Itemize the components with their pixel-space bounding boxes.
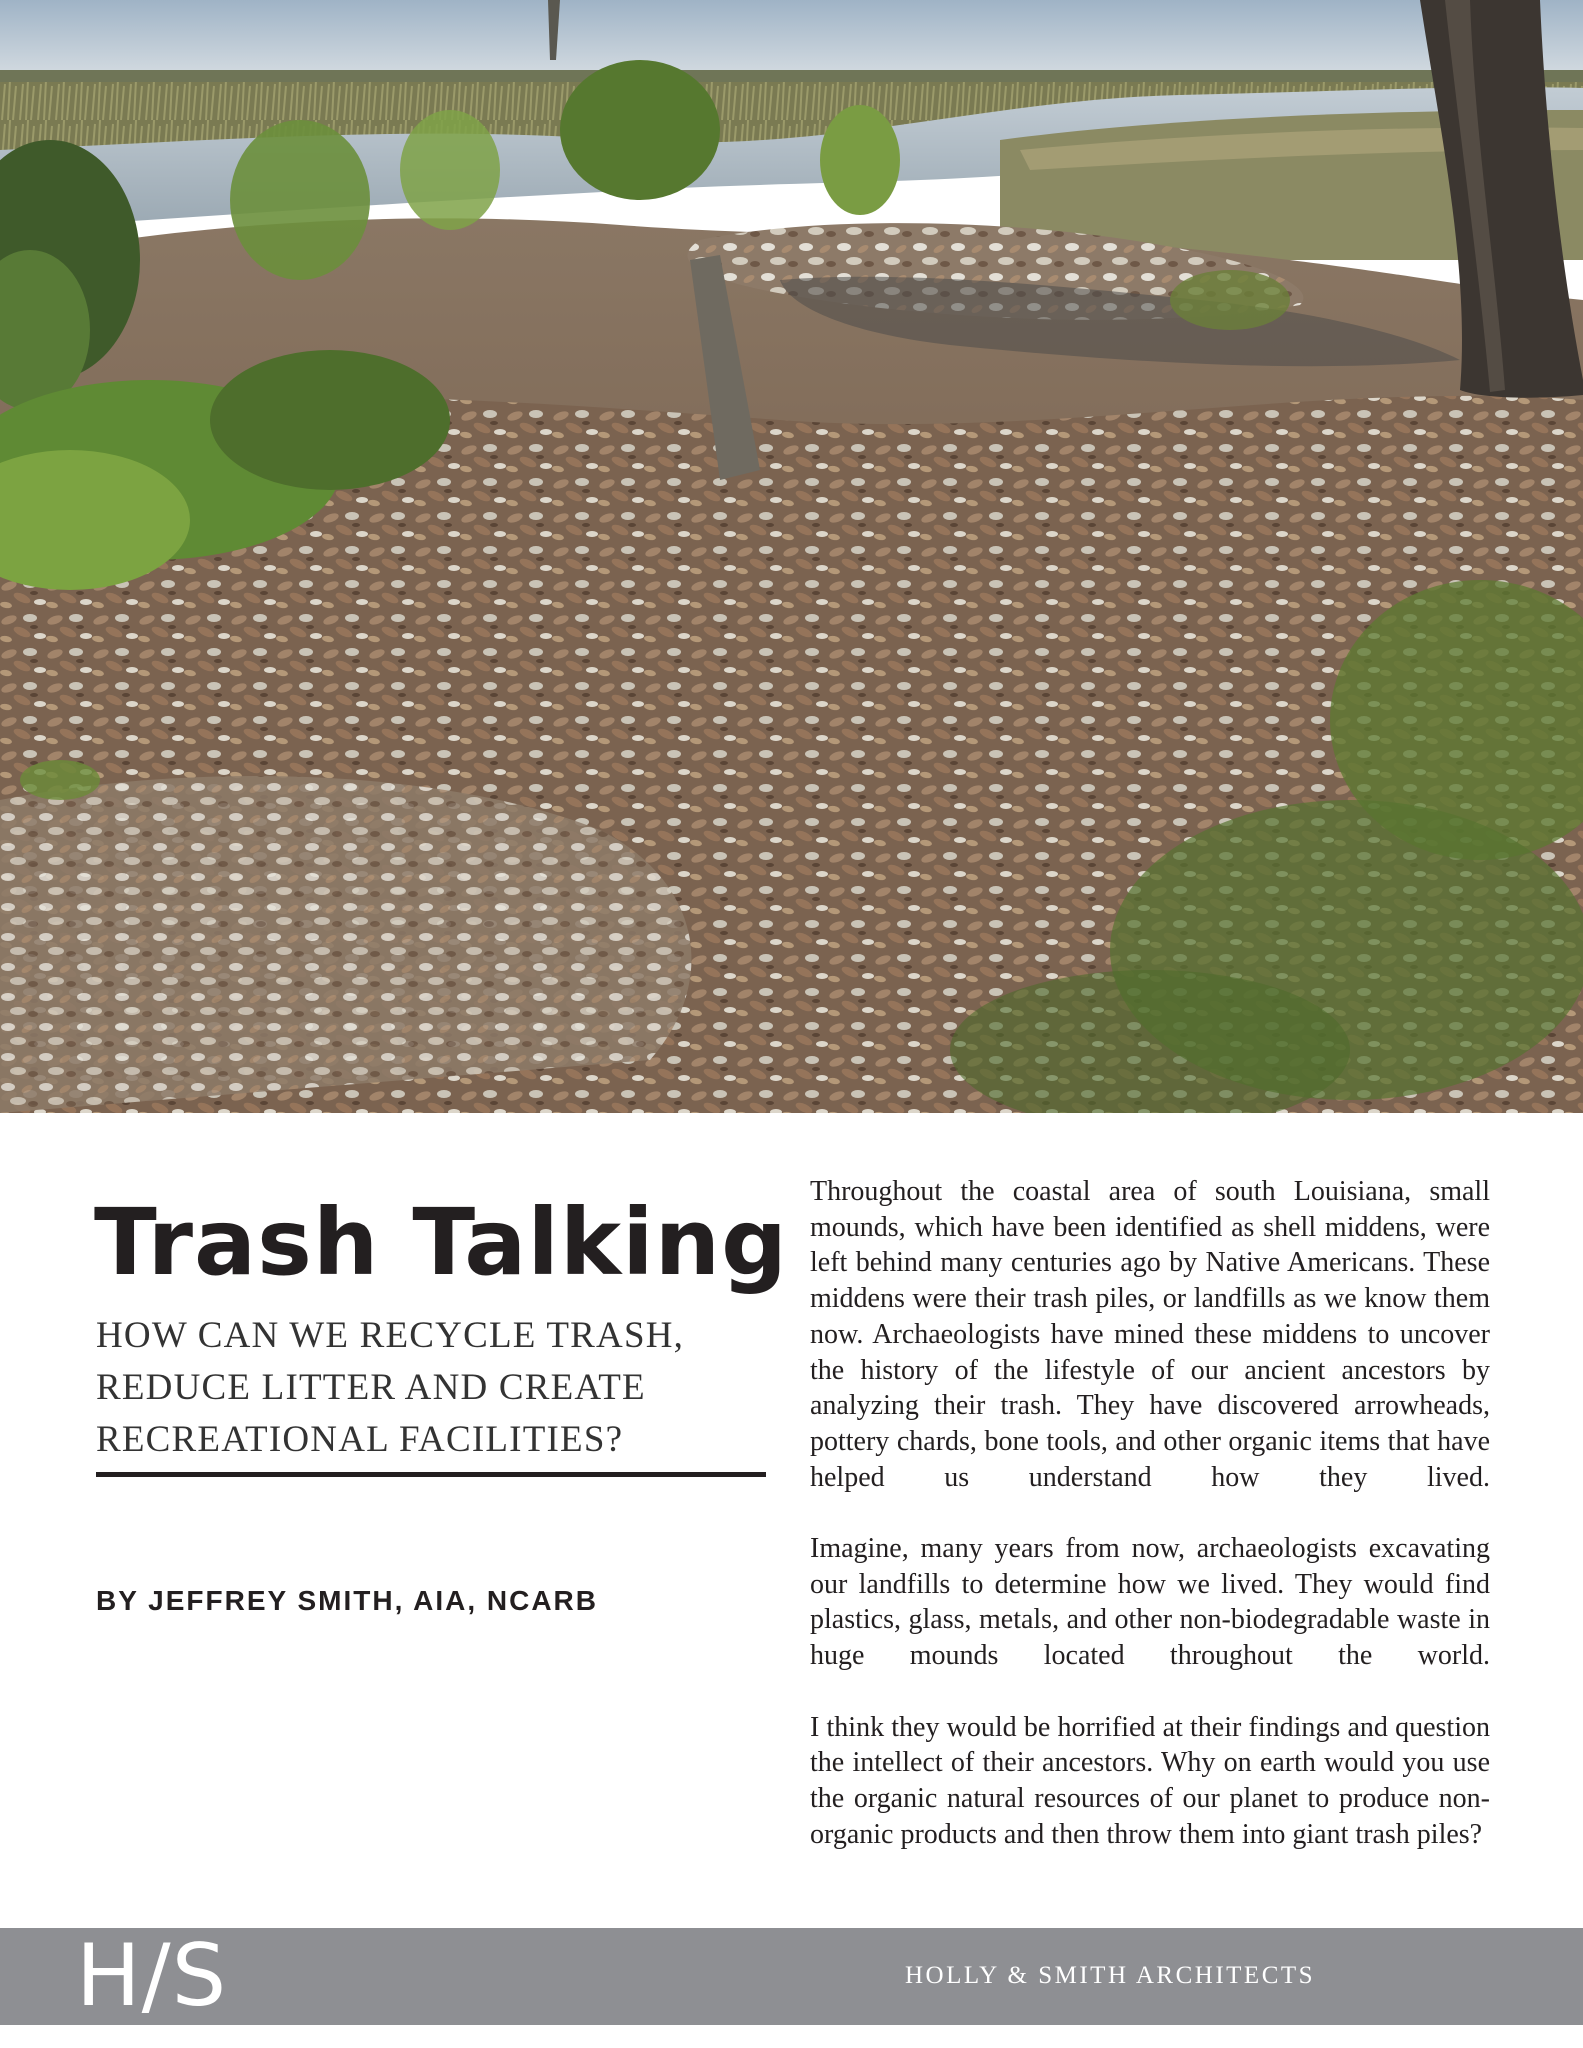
article-body xyxy=(810,1174,1490,1888)
body-paragraph: Imagine, many years from now, archaeologists excavating our landfills to determine how we lived. They would find plastics, glass, metals, and other non-biodegradable waste in huge mounds located throughout the world. xyxy=(810,1533,1490,1672)
footer-bar xyxy=(0,1928,1583,2025)
body-paragraph: I think they would be horrified at their findings and question the intellect of their ancestors. Why on earth would you use the organic natural resources of our planet to produce non-organic products and then throw them into giant trash piles? xyxy=(810,1711,1490,1850)
article-subtitle: HOW CAN WE RECYCLE TRASH, REDUCE LITTER AND CREATE RECREATIONAL FACILITIES? xyxy=(96,1315,685,1460)
footer-logo: H/S xyxy=(76,1926,228,2026)
title-divider xyxy=(96,1472,766,1477)
body-paragraph: Throughout the coastal area of south Louisiana, small mounds, which have been identified as shell middens, were left behind many centuries ago by Native Americans. These middens were their trash piles, or landfills as we know them now. Archaeologists have mined these middens to uncover the history of the lifestyle of our ancient ancestors by analyzing their trash. They have discovered arrowheads, pottery chards, bone tools, and other organic items that have helped us understand how they lived. xyxy=(810,1176,1490,1493)
footer-firm-name: HOLLY & SMITH ARCHITECTS xyxy=(905,1962,1316,1989)
article-title: Trash Talking xyxy=(94,1189,788,1296)
author-byline: BY JEFFREY SMITH, AIA, NCARB xyxy=(96,1585,598,1616)
